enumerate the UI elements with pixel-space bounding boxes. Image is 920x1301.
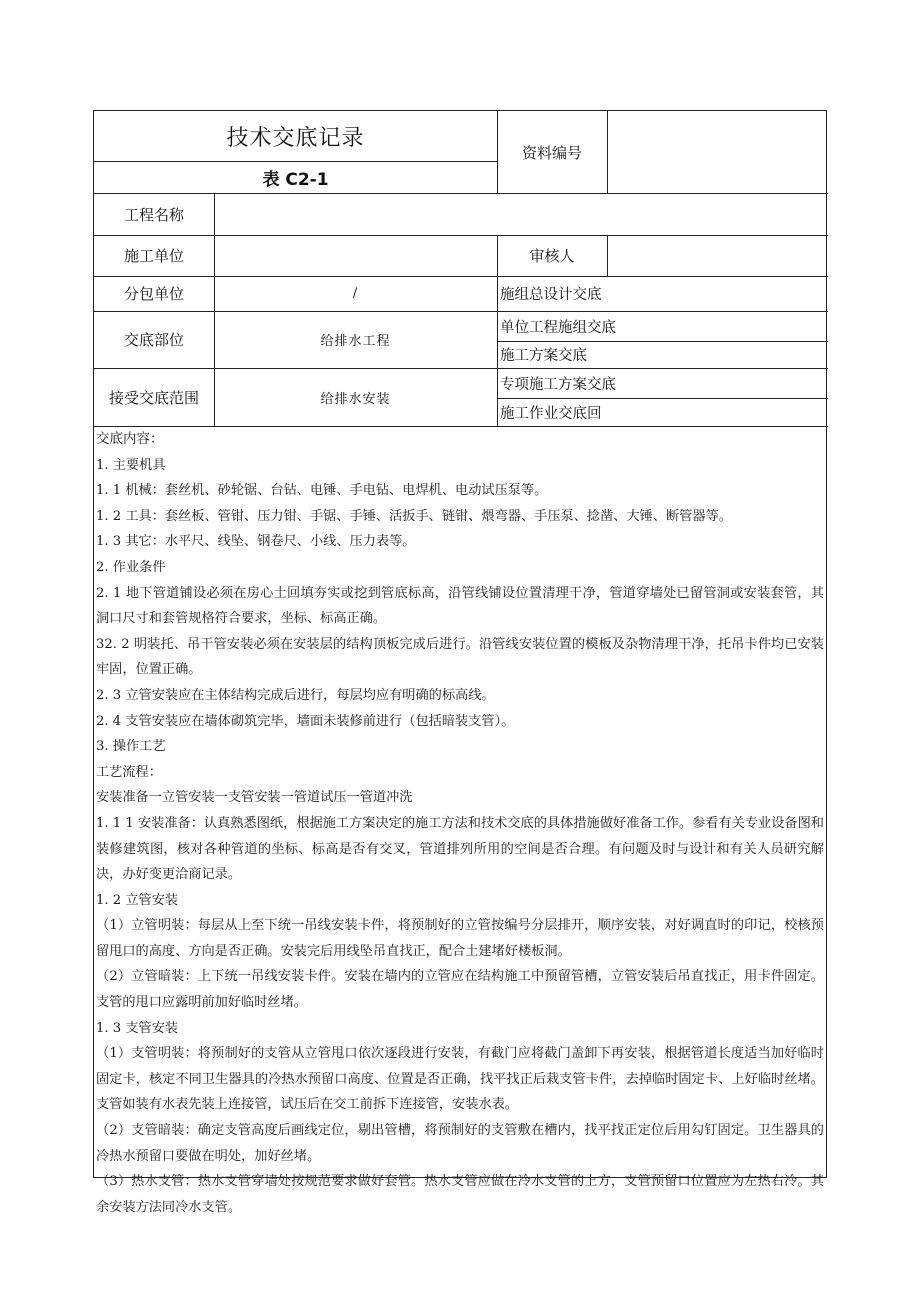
content-line: 1. 3 支管安装 — [96, 1020, 179, 1036]
disclosure-type-work[interactable]: 施工作业交底回 — [500, 405, 602, 422]
disclosure-type-special[interactable]: 专项施工方案交底 — [500, 376, 616, 393]
construction-unit-label: 施工单位 — [123, 247, 184, 265]
part-value[interactable]: 给排水工程 — [320, 334, 391, 349]
project-name-value[interactable] — [214, 193, 828, 235]
content-line: 3. 操作工艺 — [96, 739, 166, 755]
content-line: （3）热水支管：热水支管穿墙处按规范要求做好套管。热水支管应做在冷水支管的上方，支管预留口位置应为左热右冷。其余安装方法同冷水支管。 — [96, 1174, 824, 1215]
form-number: 表 C2-1 — [262, 169, 329, 190]
reviewer-label: 审核人 — [529, 247, 575, 265]
disclosure-type-plan[interactable]: 施工方案交底 — [500, 348, 587, 364]
scope-value[interactable]: 给排水安装 — [320, 391, 391, 407]
content-line: 2. 作业条件 — [96, 559, 166, 575]
content-line: 2. 4 支管安装应在墙体砌筑完毕，墙面未装修前进行（包括暗装支管）。 — [96, 713, 515, 729]
construction-unit-value[interactable] — [214, 235, 497, 276]
content-line: （1）支管明装：将预制好的支管从立管甩口依次逐段进行安装，有截门应将截门盖卸下再安装，根据管道长度适当加好临时固定卡，核定不同卫生器具的冷热水预留口高度、位置是否正确，找平找正后栽支管卡件，去掉临时固定卡、上好临时丝堵。支管如装有水表先装上连接管，试压后在交工前拆下连接管，安装水表。 — [96, 1046, 824, 1113]
content-line: 安装准备一立管安装一支管安装一管道试压一管道冲洗 — [96, 790, 413, 806]
content-line: 交底内容： — [96, 431, 164, 447]
form-title: 技术交底记录 — [226, 125, 365, 151]
content-line: 2. 3 立管安装应在主体结构完成后进行，每层均应有明确的标高线。 — [96, 687, 495, 703]
content-line: （1）立管明装：每层从上至下统一吊线安装卡件，将预制好的立管按编号分层排开，顺序安装，对好调直时的印记，校核预留甩口的高度、方向是否正确。安装完后用线坠吊直找正，配合土建堵好楼板洞。 — [96, 918, 824, 959]
subcontractor-label: 分包单位 — [123, 285, 184, 303]
doc-no-label: 资料编号 — [521, 143, 582, 162]
content-line: 工艺流程： — [96, 764, 162, 780]
content-line: 1. 1 机械：套丝机、砂轮锯、台钻、电锤、手电钻、电焊机、电动试压泵等。 — [96, 483, 548, 499]
content-line: 1. 主要机具 — [96, 457, 166, 473]
content-line: 1. 3 其它：水平尺、线坠、钢卷尺、小线、压力表等。 — [96, 534, 416, 550]
doc-no-value[interactable] — [607, 111, 828, 193]
subcontractor-value[interactable]: / — [352, 286, 359, 301]
part-label: 交底部位 — [123, 331, 184, 349]
content-line: 1. 1 1 安装准备：认真熟悉图纸，根据施工方案决定的施工方法和技术交底的具体措施做好准备工作。参看有关专业设备图和装修建筑图，核对各种管道的坐标、标高是否有交叉，管道排列所用的空间是否合理。有问题及时与设计和有关人员研究解决，办好变更洽商记录。 — [96, 815, 824, 883]
scope-label: 接受交底范围 — [108, 388, 199, 407]
content-line: （2）支管暗装：确定支管高度后画线定位，剔出管槽，将预制好的支管敷在槽内，找平找正定位后用勾钉固定。卫生器具的冷热水预留口要做在明处，加好丝堵。 — [96, 1123, 824, 1164]
content-line: 1. 2 立管安装 — [96, 892, 179, 908]
content-line: 2. 1 地下管道铺设必须在房心土回填夯实或挖到管底标高，沿管线铺设位置清理干净，管道穿墙处已留管洞或安装套管，其洞口尺寸和套管规格符合要求，坐标、标高正确。 — [96, 585, 824, 627]
content-line: 32. 2 明装托、吊干管安装必须在安装层的结构顶板完成后进行。沿管线安装位置的模板及杂物清理干净，托吊卡件均已安装牢固，位置正确。 — [96, 636, 824, 678]
disclosure-type-unit[interactable]: 单位工程施组交底 — [500, 319, 616, 336]
disclosure-type-general[interactable]: 施组总设计交底 — [500, 287, 602, 303]
disclosure-content — [96, 427, 824, 1220]
content-line: （2）立管暗装：上下统一吊线安装卡件。安装在墙内的立管应在结构施工中预留管槽，立管安装后吊直找正，用卡件固定。支管的甩口应露明前加好临时丝堵。 — [96, 969, 824, 1011]
reviewer-value[interactable] — [607, 235, 828, 276]
project-name-label: 工程名称 — [123, 205, 184, 224]
content-line: 1. 2 工具：套丝板、管钳、压力钳、手锯、手锤、活扳手、链钳、煨弯器、手压泵、捻凿、大锤、断管器等。 — [96, 508, 732, 524]
disclosure-form — [93, 110, 827, 1215]
